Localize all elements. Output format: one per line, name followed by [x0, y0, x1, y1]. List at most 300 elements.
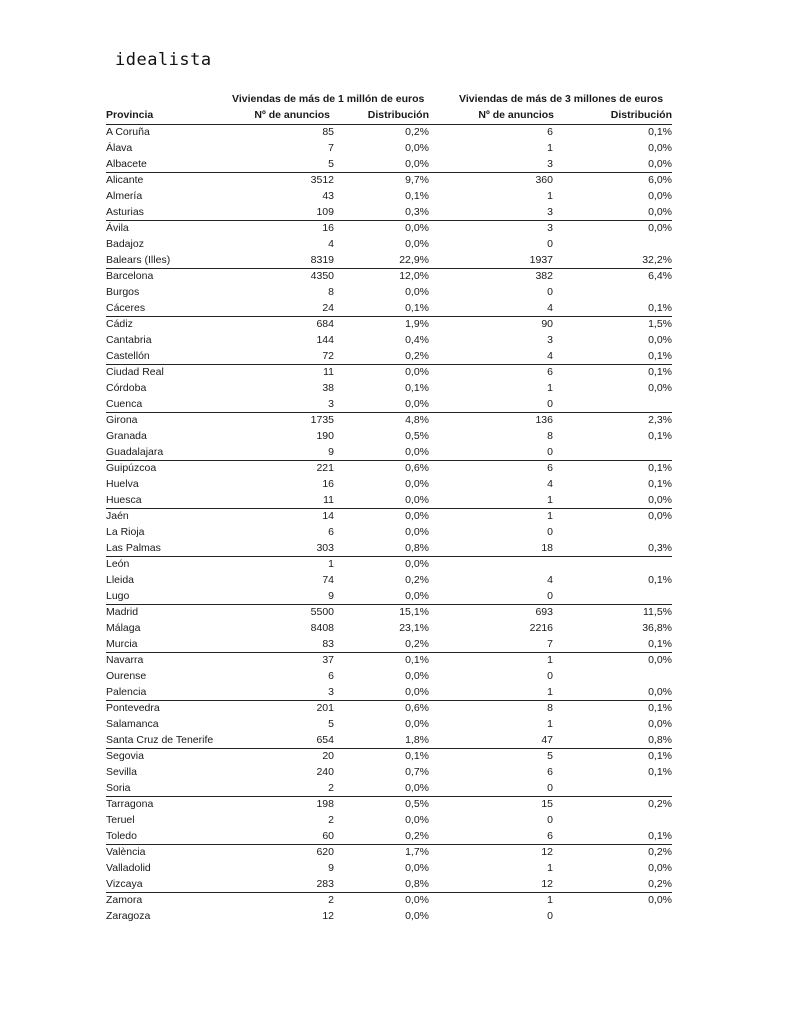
- cell-anuncios-3m: 1: [547, 894, 553, 906]
- cell-anuncios-1m: 144: [316, 334, 334, 346]
- cell-distribucion-3m: 0,0%: [648, 382, 672, 394]
- cell-anuncios-3m: 1: [547, 654, 553, 666]
- cell-anuncios-1m: 12: [322, 910, 334, 922]
- table-row: [106, 285, 672, 301]
- cell-anuncios-3m: 3: [547, 206, 553, 218]
- header-provincia: Provincia: [106, 109, 154, 121]
- cell-distribucion-3m: 0,1%: [648, 830, 672, 842]
- cell-anuncios-3m: 3: [547, 222, 553, 234]
- cell-anuncios-1m: 1735: [310, 414, 334, 426]
- cell-provincia: Ciudad Real: [106, 366, 164, 378]
- cell-distribucion-1m: 0,4%: [405, 334, 429, 346]
- cell-distribucion-3m: 0,1%: [648, 366, 672, 378]
- cell-distribucion-3m: 0,1%: [648, 302, 672, 314]
- cell-anuncios-3m: 4: [547, 302, 553, 314]
- cell-distribucion-1m: 0,0%: [405, 590, 429, 602]
- cell-provincia: Huelva: [106, 478, 139, 490]
- cell-anuncios-3m: 0: [547, 910, 553, 922]
- cell-distribucion-1m: 0,2%: [405, 126, 429, 138]
- cell-distribucion-1m: 0,6%: [405, 462, 429, 474]
- cell-distribucion-1m: 0,1%: [405, 382, 429, 394]
- cell-anuncios-1m: 16: [322, 222, 334, 234]
- cell-anuncios-3m: 6: [547, 126, 553, 138]
- table-body: [106, 125, 672, 925]
- cell-provincia: Murcia: [106, 638, 138, 650]
- cell-distribucion-1m: 0,6%: [405, 702, 429, 714]
- table-row: [106, 205, 672, 221]
- cell-distribucion-1m: 0,0%: [405, 286, 429, 298]
- cell-distribucion-1m: 0,1%: [405, 190, 429, 202]
- cell-distribucion-1m: 15,1%: [399, 606, 429, 618]
- cell-provincia: Segovia: [106, 750, 144, 762]
- cell-anuncios-3m: 6: [547, 462, 553, 474]
- cell-distribucion-1m: 0,1%: [405, 302, 429, 314]
- cell-distribucion-1m: 0,0%: [405, 142, 429, 154]
- cell-anuncios-3m: 1: [547, 510, 553, 522]
- cell-distribucion-3m: 0,0%: [648, 654, 672, 666]
- cell-distribucion-1m: 0,2%: [405, 574, 429, 586]
- cell-anuncios-3m: 1937: [529, 254, 553, 266]
- table-row: [106, 189, 672, 205]
- table-row: [106, 637, 672, 653]
- cell-distribucion-1m: 4,8%: [405, 414, 429, 426]
- cell-distribucion-1m: 0,1%: [405, 750, 429, 762]
- cell-distribucion-1m: 0,0%: [405, 670, 429, 682]
- cell-distribucion-1m: 0,2%: [405, 830, 429, 842]
- cell-distribucion-3m: 0,2%: [648, 798, 672, 810]
- cell-distribucion-3m: 0,2%: [648, 878, 672, 890]
- cell-anuncios-3m: 0: [547, 398, 553, 410]
- cell-distribucion-1m: 0,8%: [405, 542, 429, 554]
- cell-anuncios-1m: 7: [328, 142, 334, 154]
- cell-distribucion-3m: 0,1%: [648, 350, 672, 362]
- cell-anuncios-3m: 12: [541, 846, 553, 858]
- cell-distribucion-3m: 6,4%: [648, 270, 672, 282]
- cell-anuncios-1m: 654: [316, 734, 334, 746]
- cell-provincia: Palencia: [106, 686, 147, 698]
- table-row: [106, 797, 672, 813]
- cell-distribucion-1m: 9,7%: [405, 174, 429, 186]
- cell-anuncios-1m: 283: [316, 878, 334, 890]
- cell-anuncios-3m: 7: [547, 638, 553, 650]
- cell-distribucion-1m: 0,0%: [405, 398, 429, 410]
- cell-provincia: Cáceres: [106, 302, 146, 314]
- table-row: [106, 877, 672, 893]
- table-row: [106, 573, 672, 589]
- cell-distribucion-3m: 0,1%: [648, 126, 672, 138]
- table-row: [106, 141, 672, 157]
- cell-distribucion-3m: 0,1%: [648, 574, 672, 586]
- cell-provincia: Alicante: [106, 174, 144, 186]
- cell-anuncios-1m: 5: [328, 718, 334, 730]
- cell-anuncios-1m: 1: [328, 558, 334, 570]
- cell-distribucion-3m: 1,5%: [648, 318, 672, 330]
- cell-provincia: Álava: [106, 142, 133, 154]
- cell-distribucion-1m: 12,0%: [399, 270, 429, 282]
- cell-distribucion-1m: 0,5%: [405, 798, 429, 810]
- cell-anuncios-3m: 0: [547, 782, 553, 794]
- cell-anuncios-3m: 0: [547, 238, 553, 250]
- table-row: [106, 269, 672, 285]
- cell-provincia: Cantabria: [106, 334, 152, 346]
- table-row: [106, 909, 672, 925]
- column-header-row: [106, 108, 672, 125]
- cell-distribucion-3m: 0,1%: [648, 478, 672, 490]
- table-row: [106, 173, 672, 189]
- cell-provincia: Salamanca: [106, 718, 159, 730]
- cell-anuncios-3m: 1: [547, 862, 553, 874]
- cell-provincia: Sevilla: [106, 766, 137, 778]
- cell-anuncios-3m: 4: [547, 350, 553, 362]
- cell-anuncios-1m: 190: [316, 430, 334, 442]
- table-row: [106, 749, 672, 765]
- group-header-row: [106, 93, 672, 108]
- table-row: [106, 413, 672, 429]
- table-row: [106, 317, 672, 333]
- cell-distribucion-1m: 0,0%: [405, 510, 429, 522]
- cell-distribucion-1m: 0,0%: [405, 238, 429, 250]
- cell-provincia: Guadalajara: [106, 446, 164, 458]
- cell-distribucion-3m: 0,0%: [648, 510, 672, 522]
- cell-distribucion-1m: 0,0%: [405, 782, 429, 794]
- cell-anuncios-3m: 4: [547, 478, 553, 490]
- table-row: [106, 717, 672, 733]
- table-row: [106, 669, 672, 685]
- province-table: [106, 93, 672, 925]
- cell-anuncios-3m: 12: [541, 878, 553, 890]
- table-row: [106, 493, 672, 509]
- cell-anuncios-3m: 1: [547, 382, 553, 394]
- cell-provincia: Ourense: [106, 670, 147, 682]
- cell-anuncios-1m: 60: [322, 830, 334, 842]
- table-row: [106, 157, 672, 173]
- table-row: [106, 429, 672, 445]
- cell-anuncios-1m: 20: [322, 750, 334, 762]
- cell-distribucion-3m: 11,5%: [643, 606, 672, 618]
- cell-distribucion-1m: 0,8%: [405, 878, 429, 890]
- cell-provincia: Valladolid: [106, 862, 151, 874]
- table-row: [106, 333, 672, 349]
- table-row: [106, 381, 672, 397]
- table-row: [106, 237, 672, 253]
- cell-anuncios-1m: 303: [316, 542, 334, 554]
- cell-provincia: Navarra: [106, 654, 144, 666]
- cell-provincia: Córdoba: [106, 382, 147, 394]
- cell-distribucion-3m: 0,3%: [648, 542, 672, 554]
- cell-anuncios-1m: 2: [328, 894, 334, 906]
- cell-anuncios-3m: 1: [547, 142, 553, 154]
- cell-distribucion-3m: 0,0%: [648, 190, 672, 202]
- cell-provincia: Badajoz: [106, 238, 144, 250]
- header-anuncios-1m: Nº de anuncios: [254, 109, 330, 121]
- cell-anuncios-3m: 3: [547, 158, 553, 170]
- cell-provincia: Burgos: [106, 286, 140, 298]
- cell-distribucion-1m: 0,2%: [405, 638, 429, 650]
- cell-provincia: Balears (Illes): [106, 254, 171, 266]
- cell-anuncios-1m: 4: [328, 238, 334, 250]
- cell-provincia: Castellón: [106, 350, 150, 362]
- cell-distribucion-1m: 0,7%: [405, 766, 429, 778]
- cell-anuncios-3m: 15: [541, 798, 553, 810]
- cell-provincia: Zamora: [106, 894, 143, 906]
- group-header-3m: Viviendas de más de 3 millones de euros: [459, 93, 664, 105]
- header-anuncios-3m: Nº de anuncios: [478, 109, 554, 121]
- cell-anuncios-3m: 4: [547, 574, 553, 586]
- cell-anuncios-1m: 38: [322, 382, 334, 394]
- cell-anuncios-1m: 198: [316, 798, 334, 810]
- table-row: [106, 621, 672, 637]
- cell-anuncios-1m: 3: [328, 686, 334, 698]
- cell-distribucion-1m: 0,0%: [405, 686, 429, 698]
- table-row: [106, 253, 672, 269]
- cell-anuncios-3m: 47: [541, 734, 553, 746]
- cell-anuncios-1m: 109: [316, 206, 334, 218]
- cell-distribucion-1m: 0,0%: [405, 558, 429, 570]
- cell-provincia: Granada: [106, 430, 147, 442]
- cell-anuncios-1m: 11: [323, 366, 334, 378]
- cell-distribucion-1m: 0,0%: [405, 494, 429, 506]
- table-row: [106, 445, 672, 461]
- cell-distribucion-3m: 0,0%: [648, 334, 672, 346]
- cell-anuncios-1m: 83: [322, 638, 334, 650]
- cell-anuncios-3m: 136: [535, 414, 553, 426]
- cell-distribucion-3m: 0,1%: [648, 702, 672, 714]
- table-row: [106, 861, 672, 877]
- cell-distribucion-1m: 1,7%: [405, 846, 429, 858]
- table-row: [106, 893, 672, 909]
- cell-anuncios-1m: 11: [323, 494, 334, 506]
- table-row: [106, 813, 672, 829]
- cell-anuncios-1m: 9: [328, 446, 334, 458]
- cell-distribucion-3m: 0,1%: [648, 750, 672, 762]
- cell-anuncios-3m: 8: [547, 430, 553, 442]
- cell-anuncios-3m: 6: [547, 366, 553, 378]
- group-header-1m: Viviendas de más de 1 millón de euros: [232, 93, 425, 105]
- cell-distribucion-3m: 0,1%: [648, 638, 672, 650]
- cell-distribucion-1m: 22,9%: [399, 254, 429, 266]
- cell-distribucion-3m: 0,1%: [648, 462, 672, 474]
- cell-distribucion-1m: 0,0%: [405, 366, 429, 378]
- cell-provincia: Teruel: [106, 814, 135, 826]
- table-row: [106, 781, 672, 797]
- cell-anuncios-1m: 3: [328, 398, 334, 410]
- cell-provincia: Cuenca: [106, 398, 143, 410]
- cell-provincia: Zaragoza: [106, 910, 151, 922]
- cell-provincia: Vizcaya: [106, 878, 143, 890]
- cell-anuncios-1m: 201: [316, 702, 334, 714]
- cell-anuncios-1m: 240: [316, 766, 334, 778]
- cell-distribucion-3m: 0,0%: [648, 686, 672, 698]
- cell-anuncios-3m: 5: [547, 750, 553, 762]
- cell-anuncios-3m: 6: [547, 830, 553, 842]
- cell-distribucion-3m: 36,8%: [642, 622, 672, 634]
- idealista-logo: idealista: [115, 50, 212, 70]
- cell-distribucion-1m: 0,0%: [405, 894, 429, 906]
- table-row: [106, 221, 672, 237]
- header-distribucion-1m: Distribución: [367, 109, 429, 121]
- cell-anuncios-1m: 9: [328, 862, 334, 874]
- cell-distribucion-1m: 1,9%: [405, 318, 429, 330]
- cell-anuncios-3m: 8: [547, 702, 553, 714]
- cell-anuncios-3m: 0: [547, 526, 553, 538]
- cell-provincia: Pontevedra: [106, 702, 160, 714]
- cell-distribucion-1m: 0,2%: [405, 350, 429, 362]
- cell-distribucion-1m: 0,0%: [405, 478, 429, 490]
- table-row: [106, 509, 672, 525]
- cell-distribucion-1m: 23,1%: [399, 622, 429, 634]
- cell-distribucion-1m: 0,0%: [405, 446, 429, 458]
- table-row: [106, 477, 672, 493]
- cell-provincia: Ávila: [106, 222, 129, 234]
- cell-anuncios-3m: 0: [547, 590, 553, 602]
- cell-provincia: Albacete: [106, 158, 147, 170]
- cell-anuncios-1m: 85: [322, 126, 334, 138]
- cell-anuncios-3m: 0: [547, 286, 553, 298]
- cell-provincia: Lugo: [106, 590, 130, 602]
- cell-distribucion-1m: 0,0%: [405, 814, 429, 826]
- cell-provincia: A Coruña: [106, 126, 150, 138]
- cell-anuncios-3m: 360: [535, 174, 553, 186]
- cell-anuncios-3m: 1: [547, 190, 553, 202]
- cell-anuncios-3m: 18: [541, 542, 553, 554]
- cell-provincia: Jaén: [106, 510, 129, 522]
- cell-anuncios-1m: 14: [322, 510, 334, 522]
- table-row: [106, 397, 672, 413]
- cell-distribucion-1m: 0,5%: [405, 430, 429, 442]
- cell-anuncios-3m: 1: [547, 718, 553, 730]
- cell-anuncios-1m: 6: [328, 526, 334, 538]
- cell-distribucion-1m: 0,0%: [405, 910, 429, 922]
- cell-distribucion-3m: 0,0%: [648, 158, 672, 170]
- cell-provincia: València: [106, 846, 146, 858]
- cell-anuncios-1m: 5: [328, 158, 334, 170]
- table-row: [106, 301, 672, 317]
- cell-provincia: Lleida: [106, 574, 135, 586]
- cell-distribucion-3m: 2,3%: [648, 414, 672, 426]
- cell-distribucion-1m: 0,1%: [405, 654, 429, 666]
- cell-anuncios-3m: 382: [535, 270, 553, 282]
- table-row: [106, 365, 672, 381]
- cell-provincia: Madrid: [106, 606, 139, 618]
- cell-anuncios-3m: 1: [547, 686, 553, 698]
- cell-anuncios-3m: 0: [547, 670, 553, 682]
- cell-provincia: Toledo: [106, 830, 137, 842]
- table-row: [106, 829, 672, 845]
- table-row: [106, 349, 672, 365]
- cell-provincia: La Rioja: [106, 526, 145, 538]
- cell-anuncios-3m: 0: [547, 814, 553, 826]
- table-row: [106, 541, 672, 557]
- table-row: [106, 605, 672, 621]
- cell-anuncios-1m: 37: [322, 654, 334, 666]
- cell-distribucion-3m: 32,2%: [642, 254, 672, 266]
- cell-anuncios-1m: 72: [322, 350, 334, 362]
- cell-anuncios-3m: 2216: [529, 622, 553, 634]
- cell-distribucion-1m: 0,0%: [405, 222, 429, 234]
- cell-distribucion-1m: 0,0%: [405, 862, 429, 874]
- cell-anuncios-3m: 0: [547, 446, 553, 458]
- table-row: [106, 733, 672, 749]
- cell-distribucion-3m: 0,0%: [648, 206, 672, 218]
- cell-distribucion-1m: 0,0%: [405, 158, 429, 170]
- table-row: [106, 589, 672, 605]
- cell-distribucion-1m: 0,0%: [405, 526, 429, 538]
- cell-distribucion-1m: 0,3%: [405, 206, 429, 218]
- header-distribucion-3m: Distribución: [610, 109, 672, 121]
- cell-provincia: Santa Cruz de Tenerife: [106, 734, 214, 746]
- cell-distribucion-3m: 0,0%: [648, 494, 672, 506]
- cell-distribucion-3m: 0,0%: [648, 862, 672, 874]
- cell-anuncios-1m: 9: [328, 590, 334, 602]
- table-row: [106, 845, 672, 861]
- cell-distribucion-3m: 0,2%: [648, 846, 672, 858]
- cell-provincia: León: [106, 558, 130, 570]
- cell-distribucion-3m: 6,0%: [648, 174, 672, 186]
- cell-provincia: Guipúzcoa: [106, 462, 157, 474]
- cell-distribucion-3m: 0,0%: [648, 718, 672, 730]
- cell-anuncios-1m: 3512: [310, 174, 334, 186]
- table-row: [106, 557, 672, 573]
- cell-anuncios-1m: 16: [322, 478, 334, 490]
- cell-anuncios-1m: 620: [316, 846, 334, 858]
- cell-distribucion-3m: 0,1%: [648, 430, 672, 442]
- cell-anuncios-3m: 693: [535, 606, 553, 618]
- cell-distribucion-1m: 1,8%: [405, 734, 429, 746]
- table-row: [106, 685, 672, 701]
- table-row: [106, 525, 672, 541]
- cell-anuncios-1m: 8319: [310, 254, 334, 266]
- table-row: [106, 701, 672, 717]
- cell-anuncios-1m: 8: [328, 286, 334, 298]
- cell-anuncios-1m: 4350: [310, 270, 334, 282]
- cell-distribucion-3m: 0,8%: [648, 734, 672, 746]
- cell-anuncios-1m: 43: [322, 190, 334, 202]
- cell-provincia: Tarragona: [106, 798, 154, 810]
- cell-anuncios-3m: 90: [541, 318, 553, 330]
- cell-anuncios-1m: 6: [328, 670, 334, 682]
- cell-provincia: Las Palmas: [106, 542, 161, 554]
- cell-anuncios-1m: 221: [316, 462, 334, 474]
- cell-anuncios-1m: 74: [322, 574, 334, 586]
- cell-anuncios-1m: 2: [328, 782, 334, 794]
- cell-provincia: Huesca: [106, 494, 142, 506]
- cell-provincia: Soria: [106, 782, 131, 794]
- cell-provincia: Girona: [106, 414, 138, 426]
- cell-distribucion-1m: 0,0%: [405, 718, 429, 730]
- table-row: [106, 125, 672, 141]
- table-row: [106, 461, 672, 477]
- cell-distribucion-3m: 0,1%: [648, 766, 672, 778]
- cell-distribucion-3m: 0,0%: [648, 894, 672, 906]
- cell-provincia: Cádiz: [106, 318, 133, 330]
- cell-provincia: Asturias: [106, 206, 144, 218]
- cell-anuncios-1m: 24: [322, 302, 334, 314]
- cell-distribucion-3m: 0,0%: [648, 222, 672, 234]
- cell-provincia: Málaga: [106, 622, 141, 634]
- cell-provincia: Barcelona: [106, 270, 154, 282]
- cell-anuncios-3m: 1: [547, 494, 553, 506]
- cell-distribucion-3m: 0,0%: [648, 142, 672, 154]
- cell-anuncios-3m: 6: [547, 766, 553, 778]
- cell-anuncios-1m: 2: [328, 814, 334, 826]
- cell-anuncios-1m: 684: [316, 318, 334, 330]
- cell-anuncios-3m: 3: [547, 334, 553, 346]
- cell-anuncios-1m: 8408: [310, 622, 334, 634]
- cell-anuncios-1m: 5500: [310, 606, 334, 618]
- cell-provincia: Almería: [106, 190, 143, 202]
- table-row: [106, 653, 672, 669]
- table-row: [106, 765, 672, 781]
